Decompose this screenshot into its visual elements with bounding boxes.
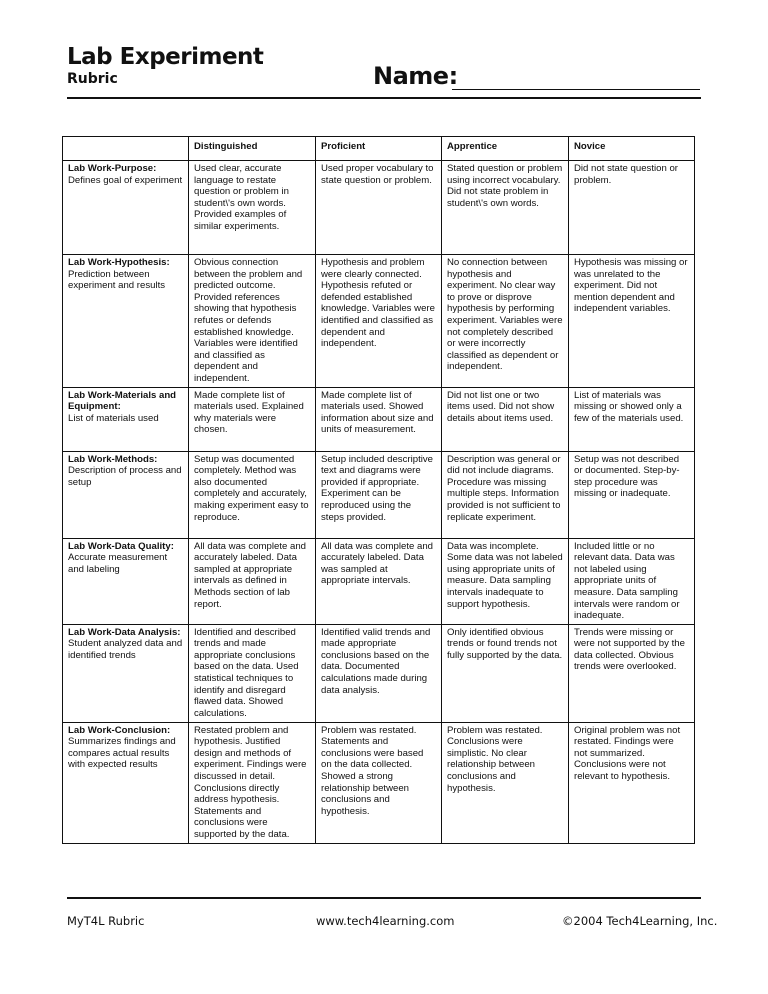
table-cell: List of materials was missing or showed only a few of the materials used. xyxy=(569,387,695,451)
name-line xyxy=(452,89,700,90)
criterion-description: Summarizes findings and compares actual results with expected results xyxy=(68,736,176,771)
table-cell: Hypothesis and problem were clearly connected. Hypothesis refuted or defended established knowledge. Variables were identified and classified as dependent and independent. xyxy=(316,255,442,388)
table-cell: Identified and described trends and made appropriate conclusions based on the data. Used statistical techniques to identify and disregard flawed data. Showed calculations. xyxy=(189,624,316,722)
column-header: Apprentice xyxy=(442,137,569,161)
table-cell: Obvious connection between the problem and predicted outcome. Provided references showing that hypothesis refutes or defends established knowledge. Variables were identified and classified as dependent and independent. xyxy=(189,255,316,388)
table-cell: Made complete list of materials used. Explained why materials were chosen. xyxy=(189,387,316,451)
criterion-cell xyxy=(63,451,189,538)
table-row xyxy=(63,624,695,722)
table-cell: Problem was restated. Conclusions were simplistic. No clear relationship between conclusions and hypothesis. xyxy=(442,722,569,843)
footer-copyright: ©2004 Tech4Learning, Inc. xyxy=(562,914,718,928)
table-cell: Setup was documented completely. Method was also documented completely and accurately, making experiment easy to reproduce. xyxy=(189,451,316,538)
table-cell: Problem was restated. Statements and conclusions were based on the data collected. Showed a strong relationship between conclusions and hypothesis. xyxy=(316,722,442,843)
criterion-cell xyxy=(63,722,189,843)
name-label: Name: xyxy=(373,62,458,90)
table-cell: Only identified obvious trends or found trends not fully supported by the data. xyxy=(442,624,569,722)
table-cell: Hypothesis was missing or was unrelated to the experiment. Did not mention dependent and independent variables. xyxy=(569,255,695,388)
criterion-cell xyxy=(63,255,189,388)
criterion-cell xyxy=(63,161,189,255)
table-cell: Used proper vocabulary to state question or problem. xyxy=(316,161,442,255)
table-cell: No connection between hypothesis and experiment. No clear way to prove or disprove hypothesis by performing experiment. Variables were not completely described or were incorrectly classified as dependent or independent. xyxy=(442,255,569,388)
criterion-description: Description of process and setup xyxy=(68,465,182,488)
table-cell: Setup was not described or documented. Step-by-step procedure was missing or inadequate. xyxy=(569,451,695,538)
column-header: Distinguished xyxy=(189,137,316,161)
page-subtitle: Rubric xyxy=(67,71,118,87)
table-row xyxy=(63,722,695,843)
table-cell: Description was general or did not include diagrams. Procedure was missing multiple steps. Information provided is not sufficient to replicate experiment. xyxy=(442,451,569,538)
table-row xyxy=(63,451,695,538)
criterion-cell xyxy=(63,538,189,624)
page-title: Lab Experiment xyxy=(67,44,264,70)
criterion-title: Lab Work-Conclusion: xyxy=(68,724,171,736)
criterion-description: Accurate measurement and labeling xyxy=(68,552,168,575)
criterion-title: Lab Work-Data Analysis: xyxy=(68,626,181,638)
table-cell: Used clear, accurate language to restate question or problem in student\'s own words. Provided examples of similar experiments. xyxy=(189,161,316,255)
table-row xyxy=(63,387,695,451)
column-header: Proficient xyxy=(316,137,442,161)
table-cell: All data was complete and accurately labeled. Data was sampled at appropriate intervals. xyxy=(316,538,442,624)
column-header: Novice xyxy=(569,137,695,161)
table-cell: Data was incomplete. Some data was not labeled using appropriate units of measure. Data sampling intervals inadequate to support hypothesis. xyxy=(442,538,569,624)
criterion-title: Lab Work-Purpose: xyxy=(68,163,157,174)
table-cell: Restated problem and hypothesis. Justified design and methods of experiment. Findings were discussed in detail. Conclusions directly address hypothesis. Statements and conclusions were supported by the data. xyxy=(189,722,316,843)
table-cell: Setup included descriptive text and diagrams were provided if appropriate. Experiment can be reproduced using the steps provided. xyxy=(316,451,442,538)
table-row xyxy=(63,161,695,255)
criterion-description: Student analyzed data and identified trends xyxy=(68,638,183,661)
criterion-cell xyxy=(63,624,189,722)
header-rule xyxy=(67,97,701,99)
footer-rule xyxy=(67,897,701,899)
column-header xyxy=(63,137,189,161)
table-cell: Original problem was not restated. Findings were not summarized. Conclusions were not relevant to hypothesis. xyxy=(569,722,695,843)
rubric-table xyxy=(62,136,695,844)
table-row xyxy=(63,255,695,388)
table-row xyxy=(63,538,695,624)
table-header-row xyxy=(63,137,695,161)
table-cell: Did not state question or problem. xyxy=(569,161,695,255)
table-cell: Included little or no relevant data. Data was not labeled using appropriate units of measure. Data sampling intervals were random or inadequate. xyxy=(569,538,695,624)
table-cell: Trends were missing or were not supported by the data collected. Obvious trends were overlooked. xyxy=(569,624,695,722)
criterion-title: Lab Work-Hypothesis: xyxy=(68,257,170,268)
footer-left-text: MyT4L Rubric xyxy=(67,914,145,928)
criterion-title: Lab Work-Methods: xyxy=(68,453,158,465)
criterion-description: Prediction between experiment and results xyxy=(68,268,166,292)
criterion-cell xyxy=(63,387,189,451)
table-cell: Did not list one or two items used. Did not show details about items used. xyxy=(442,387,569,451)
table-cell: Identified valid trends and made appropriate conclusions based on the data. Documented calculations made during data analysis. xyxy=(316,624,442,722)
criterion-title: Lab Work-Data Quality: xyxy=(68,540,174,552)
criterion-title: Lab Work-Materials and Equipment: xyxy=(68,389,177,413)
table-cell: All data was complete and accurately labeled. Data sampled at appropriate intervals as defined in Methods section of lab report. xyxy=(189,538,316,624)
footer-website-link[interactable]: www.tech4learning.com xyxy=(316,914,455,928)
table-cell: Made complete list of materials used. Showed information about size and units of measurement. xyxy=(316,387,442,451)
table-cell: Stated question or problem using incorrect vocabulary. Did not state problem in student\'s own words. xyxy=(442,161,569,255)
criterion-description: List of materials used xyxy=(68,412,159,424)
criterion-description: Defines goal of experiment xyxy=(68,174,183,186)
